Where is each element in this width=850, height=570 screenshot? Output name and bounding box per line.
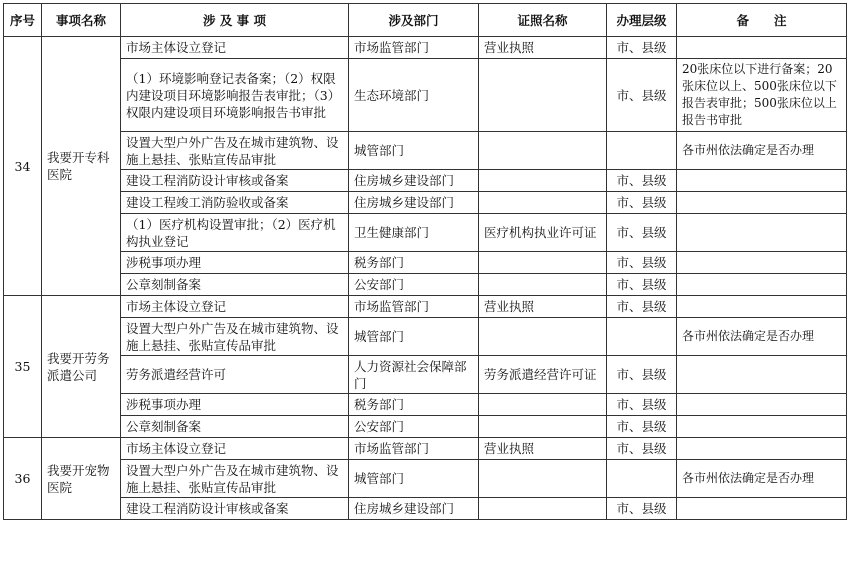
group-name: 我要开宠物医院 <box>42 438 121 520</box>
dept-cell: 人力资源社会保障部门 <box>349 356 479 394</box>
dept-cell: 市场监管部门 <box>349 438 479 460</box>
group-name: 我要开劳务派遣公司 <box>42 296 121 438</box>
table-row <box>4 214 847 252</box>
item-cell: 涉税事项办理 <box>121 252 349 274</box>
license-cell: 医疗机构执业许可证 <box>479 214 607 252</box>
table-row <box>4 132 847 170</box>
license-cell: 劳务派遣经营许可证 <box>479 356 607 394</box>
level-cell: 市、县级 <box>607 498 677 520</box>
notes-cell <box>677 416 847 438</box>
level-cell: 市、县级 <box>607 438 677 460</box>
level-cell <box>607 460 677 498</box>
header-notes: 备 注 <box>677 4 847 37</box>
license-cell: 营业执照 <box>479 37 607 59</box>
table-row <box>4 318 847 356</box>
dept-cell: 税务部门 <box>349 252 479 274</box>
header-items: 涉 及 事 项 <box>121 4 349 37</box>
table-row <box>4 416 847 438</box>
notes-cell: 各市州依法确定是否办理 <box>677 318 847 356</box>
notes-cell <box>677 394 847 416</box>
item-cell: 市场主体设立登记 <box>121 296 349 318</box>
license-cell <box>479 59 607 132</box>
table-row <box>4 192 847 214</box>
table-row <box>4 498 847 520</box>
header-license: 证照名称 <box>479 4 607 37</box>
license-cell <box>479 460 607 498</box>
notes-cell: 各市州依法确定是否办理 <box>677 460 847 498</box>
item-cell: 公章刻制备案 <box>121 416 349 438</box>
license-cell <box>479 318 607 356</box>
level-cell: 市、县级 <box>607 356 677 394</box>
item-cell: 市场主体设立登记 <box>121 37 349 59</box>
group-number: 35 <box>4 296 42 438</box>
table-row <box>4 460 847 498</box>
notes-cell: 各市州依法确定是否办理 <box>677 132 847 170</box>
table-row <box>4 170 847 192</box>
table-row <box>4 252 847 274</box>
header-name: 事项名称 <box>42 4 121 37</box>
item-cell: 设置大型户外广告及在城市建筑物、设施上悬挂、张贴宣传品审批 <box>121 460 349 498</box>
dept-cell: 市场监管部门 <box>349 37 479 59</box>
table-row <box>4 438 847 460</box>
header-level: 办理层级 <box>607 4 677 37</box>
group-number: 36 <box>4 438 42 520</box>
notes-cell <box>677 438 847 460</box>
level-cell: 市、县级 <box>607 37 677 59</box>
item-cell: 涉税事项办理 <box>121 394 349 416</box>
table-row <box>4 356 847 394</box>
dept-cell: 卫生健康部门 <box>349 214 479 252</box>
dept-cell: 城管部门 <box>349 132 479 170</box>
header-no: 序号 <box>4 4 42 37</box>
level-cell: 市、县级 <box>607 296 677 318</box>
group-name: 我要开专科医院 <box>42 37 121 296</box>
level-cell: 市、县级 <box>607 416 677 438</box>
dept-cell: 住房城乡建设部门 <box>349 498 479 520</box>
table-row <box>4 59 847 132</box>
license-cell <box>479 252 607 274</box>
dept-cell: 公安部门 <box>349 274 479 296</box>
item-cell: 建设工程消防设计审核或备案 <box>121 498 349 520</box>
level-cell <box>607 318 677 356</box>
notes-cell <box>677 296 847 318</box>
license-cell <box>479 170 607 192</box>
notes-cell <box>677 274 847 296</box>
license-cell <box>479 192 607 214</box>
notes-cell <box>677 214 847 252</box>
notes-cell <box>677 252 847 274</box>
level-cell: 市、县级 <box>607 214 677 252</box>
group-number: 34 <box>4 37 42 296</box>
level-cell: 市、县级 <box>607 274 677 296</box>
table-row <box>4 296 847 318</box>
level-cell: 市、县级 <box>607 192 677 214</box>
level-cell: 市、县级 <box>607 394 677 416</box>
item-cell: 建设工程消防设计审核或备案 <box>121 170 349 192</box>
header-dept: 涉及部门 <box>349 4 479 37</box>
item-cell: （1）医疗机构设置审批；（2）医疗机构执业登记 <box>121 214 349 252</box>
notes-cell: 20张床位以下进行备案；20张床位以上、500张床位以下报告表审批；500张床位以上报告书审批 <box>677 59 847 132</box>
level-cell <box>607 132 677 170</box>
notes-cell <box>677 37 847 59</box>
notes-cell <box>677 170 847 192</box>
level-cell: 市、县级 <box>607 59 677 132</box>
dept-cell: 城管部门 <box>349 460 479 498</box>
notes-cell <box>677 498 847 520</box>
table-row <box>4 37 847 59</box>
item-cell: 设置大型户外广告及在城市建筑物、设施上悬挂、张贴宣传品审批 <box>121 132 349 170</box>
item-cell: 建设工程竣工消防验收或备案 <box>121 192 349 214</box>
item-cell: 劳务派遣经营许可 <box>121 356 349 394</box>
level-cell: 市、县级 <box>607 170 677 192</box>
dept-cell: 市场监管部门 <box>349 296 479 318</box>
item-cell: 市场主体设立登记 <box>121 438 349 460</box>
license-cell: 营业执照 <box>479 296 607 318</box>
notes-cell <box>677 192 847 214</box>
level-cell: 市、县级 <box>607 252 677 274</box>
item-cell: 公章刻制备案 <box>121 274 349 296</box>
license-cell: 营业执照 <box>479 438 607 460</box>
license-cell <box>479 498 607 520</box>
matters-table <box>3 3 847 520</box>
dept-cell: 公安部门 <box>349 416 479 438</box>
item-cell: （1）环境影响登记表备案；（2）权限内建设项目环境影响报告表审批；（3）权限内建设项目环境影响报告书审批 <box>121 59 349 132</box>
dept-cell: 税务部门 <box>349 394 479 416</box>
table-row <box>4 274 847 296</box>
dept-cell: 住房城乡建设部门 <box>349 170 479 192</box>
dept-cell: 城管部门 <box>349 318 479 356</box>
notes-cell <box>677 356 847 394</box>
table-row <box>4 394 847 416</box>
license-cell <box>479 132 607 170</box>
dept-cell: 住房城乡建设部门 <box>349 192 479 214</box>
dept-cell: 生态环境部门 <box>349 59 479 132</box>
license-cell <box>479 274 607 296</box>
header-row <box>4 4 847 37</box>
item-cell: 设置大型户外广告及在城市建筑物、设施上悬挂、张贴宣传品审批 <box>121 318 349 356</box>
license-cell <box>479 416 607 438</box>
license-cell <box>479 394 607 416</box>
